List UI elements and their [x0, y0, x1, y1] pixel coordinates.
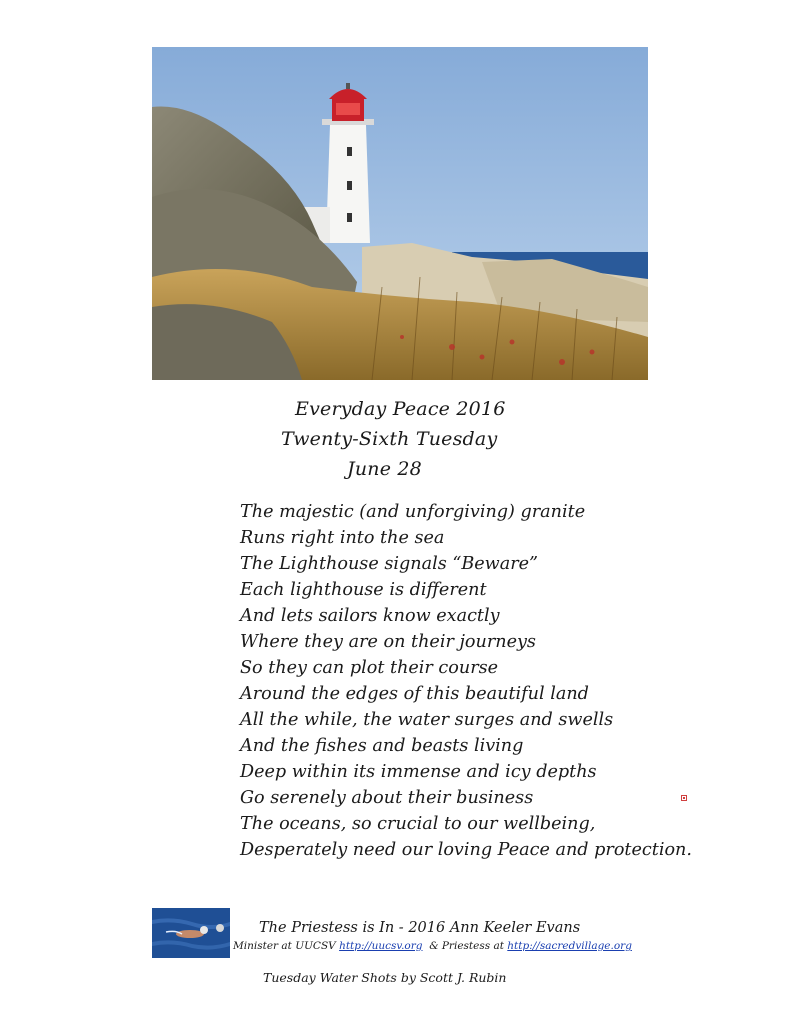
poem-line: Runs right into the sea: [240, 528, 445, 548]
poem-line: Desperately need our loving Peace and protection.: [240, 840, 692, 860]
poem-line: The majestic (and unforgiving) granite: [240, 502, 586, 522]
page-title: Everyday Peace 2016: [295, 398, 506, 420]
swimmer-photo: [152, 908, 230, 958]
poem-line: And lets sailors know exactly: [240, 606, 500, 626]
uucsv-link[interactable]: http://uucsv.org: [339, 940, 423, 952]
poem-line: All the while, the water surges and swells: [240, 710, 614, 730]
poem-line: Around the edges of this beautiful land: [240, 684, 589, 704]
poem-line: The Lighthouse signals “Beware”: [240, 554, 539, 574]
anchor-marker-icon: [681, 795, 687, 801]
water-shots-credit: Tuesday Water Shots by Scott J. Rubin: [263, 970, 507, 985]
page-subtitle: Twenty-Sixth Tuesday: [281, 428, 498, 450]
poem-line: Each lighthouse is different: [240, 580, 487, 600]
priestess-text: & Priestess at: [429, 940, 504, 952]
lighthouse-photo: [152, 47, 648, 380]
credit-affiliations: [233, 940, 632, 952]
minister-text: Minister at UUCSV: [233, 940, 336, 952]
poem-line: Go serenely about their business: [240, 788, 534, 808]
page-date: June 28: [347, 458, 422, 480]
poem-line: And the fishes and beasts living: [240, 736, 524, 756]
poem-line: Deep within its immense and icy depths: [240, 762, 597, 782]
poem-line: The oceans, so crucial to our wellbeing,: [240, 814, 596, 834]
poem-line: Where they are on their journeys: [240, 632, 536, 652]
credit-heading: The Priestess is In - 2016 Ann Keeler Evans: [259, 920, 581, 936]
poem-line: So they can plot their course: [240, 658, 499, 678]
sacredvillage-link[interactable]: http://sacredvillage.org: [507, 940, 632, 952]
